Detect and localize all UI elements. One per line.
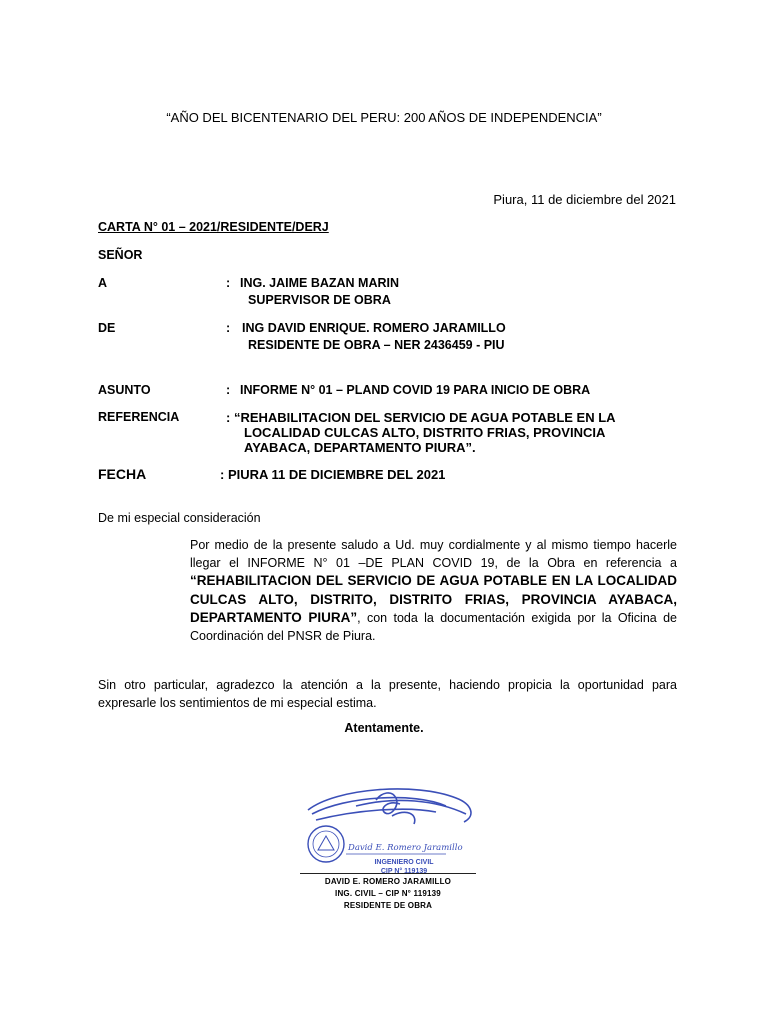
field-fecha-label: FECHA xyxy=(98,466,147,482)
body-paragraph xyxy=(190,537,677,645)
field-fecha-value: : PIURA 11 DE DICIEMBRE DEL 2021 xyxy=(220,467,446,482)
letter-reference-code: CARTA N° 01 – 2021/RESIDENTE/DERJ xyxy=(98,220,329,234)
signer-role: RESIDENTE DE OBRA xyxy=(343,901,433,910)
field-asunto-label: ASUNTO xyxy=(98,383,151,397)
field-asunto-colon: : xyxy=(226,383,231,397)
field-de-colon: : xyxy=(226,321,231,335)
field-asunto-value: INFORME N° 01 – PLAND COVID 19 PARA INICIO DE OBRA xyxy=(240,383,591,397)
stamp-line-1: INGENIERO CIVIL xyxy=(374,859,434,866)
field-referencia-line2: LOCALIDAD CULCAS ALTO, DISTRITO FRIAS, PROVINCIA xyxy=(244,425,606,440)
farewell: Atentamente. xyxy=(344,721,424,735)
signature-stamp-image xyxy=(296,770,486,880)
field-referencia-line1: : “REHABILITACION DEL SERVICIO DE AGUA POTABLE EN LA xyxy=(226,410,616,425)
greeting: De mi especial consideración xyxy=(98,511,261,525)
field-referencia-label: REFERENCIA xyxy=(98,410,180,424)
body-part-2-project: “REHABILITACION DEL SERVICIO DE AGUA POTABLE EN LA LOCALIDAD CULCAS ALTO, DISTRITO, DISTRITO FRIAS, PROVINCIA AYABACA, DEPARTAMENTO PIURA” xyxy=(190,573,677,625)
stamp-line-2: CIP N° 119139 xyxy=(380,868,428,875)
field-a-name: ING. JAIME BAZAN MARIN xyxy=(240,276,400,290)
salutation: SEÑOR xyxy=(98,248,143,262)
header-title: “AÑO DEL BICENTENARIO DEL PERU: 200 AÑOS DE INDEPENDENCIA” xyxy=(166,110,602,125)
field-de-label: DE xyxy=(98,321,116,335)
field-a-role: SUPERVISOR DE OBRA xyxy=(248,293,391,307)
signature-line xyxy=(300,873,476,874)
field-de-name: ING DAVID ENRIQUE. ROMERO JARAMILLO xyxy=(242,321,506,335)
field-a-colon: : xyxy=(226,276,231,290)
place-date: Piura, 11 de diciembre del 2021 xyxy=(493,192,676,207)
body-part-3: , con toda la documentación exigida por la Oficina de Coordinación del PNSR de Piura. xyxy=(190,611,677,643)
stamp-signature-text: David E. Romero Jaramillo xyxy=(348,843,463,853)
signer-title: ING. CIVIL – CIP N° 119139 xyxy=(335,889,441,898)
body-part-1: Por medio de la presente saludo a Ud. muy cordialmente y al mismo tiempo hacerle llegar el INFORME N° 01 –DE PLAN COVID 19, de la Obra en referencia a xyxy=(190,538,677,570)
closing-paragraph: Sin otro particular, agradezco la atención a la presente, haciendo propicia la oportunidad para expresarle los sentimientos de mi especial estima. xyxy=(98,678,677,710)
field-a-label: A xyxy=(98,276,108,290)
field-referencia-line3: AYABACA, DEPARTAMENTO PIURA”. xyxy=(244,440,476,455)
field-de-role: RESIDENTE DE OBRA – NER 2436459 - PIU xyxy=(248,338,505,352)
signer-name: DAVID E. ROMERO JARAMILLO xyxy=(324,877,452,886)
